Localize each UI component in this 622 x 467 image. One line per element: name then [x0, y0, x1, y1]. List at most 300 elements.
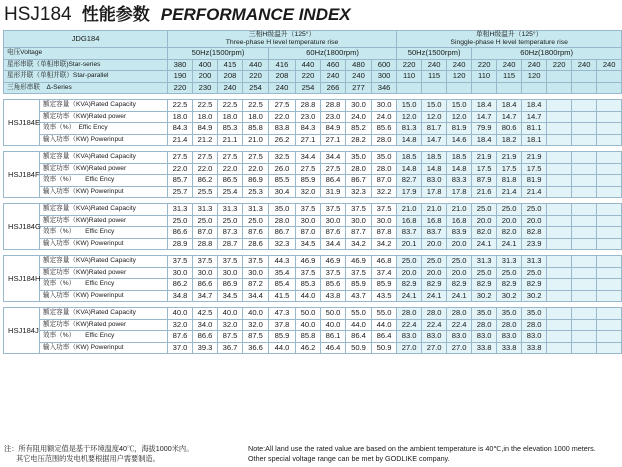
voltage-cell	[597, 82, 622, 94]
data-cell: 85.9	[346, 279, 372, 291]
data-cell: 25.0	[522, 204, 547, 216]
data-cell: 25.3	[243, 186, 269, 198]
data-cell: 18.4	[522, 100, 547, 112]
data-cell: 30.0	[372, 100, 397, 112]
data-cell: 35.4	[269, 267, 296, 279]
data-cell: 32.0	[168, 319, 193, 331]
data-cell: 35.0	[372, 152, 397, 164]
note-en-line2: Other special voltage range can be met by GODLIKE company.	[248, 454, 450, 463]
data-cell: 20.0	[522, 215, 547, 227]
data-cell: 86.6	[193, 331, 218, 343]
data-cell: 37.8	[269, 319, 296, 331]
voltage-cell: 220	[296, 71, 321, 83]
data-cell	[597, 342, 622, 354]
data-cell: 36.7	[218, 342, 243, 354]
data-cell	[572, 163, 597, 175]
data-cell	[547, 342, 572, 354]
data-cell: 21.9	[522, 152, 547, 164]
data-cell: 18.4	[472, 134, 497, 146]
metric-label: 额定功率（KW)Rated power	[40, 111, 168, 123]
data-cell	[547, 175, 572, 187]
data-cell: 25.0	[218, 215, 243, 227]
data-cell: 82.7	[397, 175, 422, 187]
data-cell: 36.6	[243, 342, 269, 354]
data-cell: 17.8	[447, 186, 472, 198]
metric-label: 效率（%） Effic Ency	[40, 331, 168, 343]
voltage-cell: 480	[346, 59, 372, 71]
data-cell: 85.5	[269, 175, 296, 187]
data-cell: 34.0	[193, 319, 218, 331]
single-phase-header-cn: 单相H级温升（125°）	[475, 31, 543, 38]
data-cell: 37.5	[321, 204, 346, 216]
voltage-cell: 240	[522, 59, 547, 71]
data-cell: 22.4	[447, 319, 472, 331]
data-cell: 46.9	[321, 256, 346, 268]
data-cell: 32.3	[269, 238, 296, 250]
data-cell	[547, 290, 572, 302]
note-en-line1: Note:All land use the rated value are based on the ambient temperature is 40℃,in the elevation 1000 meters.	[248, 444, 596, 453]
metric-label: 输入功率（KW) Powerinput	[40, 238, 168, 250]
data-cell: 83.3	[447, 175, 472, 187]
notes-english	[248, 444, 596, 464]
data-cell: 86.6	[168, 227, 193, 239]
data-cell: 18.4	[497, 100, 522, 112]
performance-table	[3, 30, 622, 354]
data-cell: 83.0	[522, 331, 547, 343]
data-cell: 25.0	[472, 267, 497, 279]
data-cell: 85.4	[269, 279, 296, 291]
data-cell: 86.7	[269, 227, 296, 239]
voltage-cell: 240	[597, 59, 622, 71]
voltage-cell	[547, 82, 572, 94]
data-cell: 85.8	[243, 123, 269, 135]
data-cell: 27.5	[218, 152, 243, 164]
data-cell: 28.0	[269, 215, 296, 227]
data-cell: 30.0	[193, 267, 218, 279]
page-title	[4, 3, 351, 27]
data-cell: 87.6	[243, 227, 269, 239]
notes-chinese	[4, 444, 193, 464]
data-cell: 30.0	[218, 267, 243, 279]
data-cell: 18.0	[218, 111, 243, 123]
data-cell: 26.0	[269, 163, 296, 175]
voltage-cell	[547, 71, 572, 83]
data-cell	[597, 134, 622, 146]
data-cell: 24.0	[346, 111, 372, 123]
voltage-cell: 240	[497, 59, 522, 71]
data-cell	[572, 111, 597, 123]
data-cell	[547, 331, 572, 343]
voltage-row-label: 星形串联（单相串联)Star-series	[4, 59, 168, 71]
model-header: JDG184	[4, 31, 168, 48]
data-cell: 12.0	[422, 111, 447, 123]
data-cell: 15.0	[397, 100, 422, 112]
data-cell: 41.5	[269, 290, 296, 302]
data-cell	[547, 319, 572, 331]
data-cell	[547, 111, 572, 123]
data-cell: 15.0	[422, 100, 447, 112]
data-cell: 37.5	[218, 256, 243, 268]
data-cell: 42.5	[193, 308, 218, 320]
data-cell: 85.9	[269, 331, 296, 343]
voltage-label: 电压Voltage	[4, 48, 168, 60]
data-cell: 30.2	[522, 290, 547, 302]
freq-three-phase-60hz: 60Hz(1800rpm)	[269, 48, 397, 60]
data-cell: 83.7	[397, 227, 422, 239]
data-cell: 27.5	[193, 152, 218, 164]
data-cell: 21.4	[168, 134, 193, 146]
data-cell: 23.9	[522, 238, 547, 250]
data-cell	[597, 152, 622, 164]
data-cell: 28.8	[321, 100, 346, 112]
data-cell: 16.8	[397, 215, 422, 227]
metric-label: 输入功率（KW) Powerinput	[40, 342, 168, 354]
data-cell: 31.9	[321, 186, 346, 198]
data-cell: 26.2	[269, 134, 296, 146]
data-cell: 35.0	[522, 308, 547, 320]
data-cell: 85.6	[372, 123, 397, 135]
voltage-cell: 240	[422, 59, 447, 71]
voltage-cell	[472, 82, 497, 94]
voltage-row-label: 三角形串联 Δ-Series	[4, 82, 168, 94]
data-cell: 82.0	[497, 227, 522, 239]
voltage-cell: 346	[372, 82, 397, 94]
data-cell	[547, 238, 572, 250]
data-cell	[597, 123, 622, 135]
data-cell: 83.0	[497, 331, 522, 343]
data-cell: 40.0	[296, 319, 321, 331]
voltage-cell: 208	[269, 71, 296, 83]
data-cell: 25.0	[497, 267, 522, 279]
data-cell: 20.0	[497, 215, 522, 227]
data-cell: 34.5	[296, 238, 321, 250]
data-cell: 30.4	[269, 186, 296, 198]
three-phase-header	[168, 31, 397, 48]
freq-single-phase-60hz: 60Hz(1800rpm)	[472, 48, 622, 60]
data-cell: 34.4	[321, 152, 346, 164]
data-cell: 31.3	[218, 204, 243, 216]
data-cell: 28.6	[243, 238, 269, 250]
data-cell: 50.0	[321, 308, 346, 320]
data-cell: 31.3	[168, 204, 193, 216]
voltage-cell: 440	[296, 59, 321, 71]
title-chinese: 性能参数	[81, 5, 150, 25]
metric-label: 效率（%） Effic Ency	[40, 123, 168, 135]
data-cell: 40.0	[321, 319, 346, 331]
voltage-cell: 240	[447, 59, 472, 71]
data-cell: 25.0	[522, 267, 547, 279]
data-cell: 82.9	[522, 279, 547, 291]
data-cell: 31.3	[522, 256, 547, 268]
data-cell: 31.3	[193, 204, 218, 216]
data-cell: 22.0	[243, 163, 269, 175]
voltage-cell: 240	[572, 59, 597, 71]
voltage-cell: 110	[472, 71, 497, 83]
data-cell: 21.0	[447, 204, 472, 216]
data-cell: 34.8	[168, 290, 193, 302]
metric-label: 输入功率（KW) Powerinput	[40, 186, 168, 198]
data-cell: 17.5	[522, 163, 547, 175]
data-cell: 83.0	[422, 331, 447, 343]
voltage-cell: 220	[243, 71, 269, 83]
data-cell: 32.0	[296, 186, 321, 198]
data-cell: 18.1	[522, 134, 547, 146]
data-cell	[547, 186, 572, 198]
data-cell: 22.0	[269, 111, 296, 123]
voltage-cell	[447, 82, 472, 94]
data-cell: 22.5	[218, 100, 243, 112]
data-cell: 86.9	[243, 175, 269, 187]
data-cell	[547, 152, 572, 164]
voltage-cell	[572, 82, 597, 94]
data-cell	[572, 238, 597, 250]
voltage-cell: 115	[497, 71, 522, 83]
data-cell: 80.6	[497, 123, 522, 135]
data-cell: 17.5	[472, 163, 497, 175]
data-cell	[572, 227, 597, 239]
data-cell	[572, 342, 597, 354]
data-cell: 35.0	[472, 308, 497, 320]
data-cell: 27.5	[243, 152, 269, 164]
data-cell	[572, 215, 597, 227]
data-cell: 24.1	[422, 290, 447, 302]
data-cell: 21.0	[243, 134, 269, 146]
data-cell: 34.4	[243, 290, 269, 302]
data-cell: 27.1	[321, 134, 346, 146]
voltage-cell: 600	[372, 59, 397, 71]
data-cell	[572, 152, 597, 164]
data-cell: 24.1	[447, 290, 472, 302]
metric-label: 额定功率（KW)Rated power	[40, 267, 168, 279]
voltage-cell: 254	[296, 82, 321, 94]
data-cell: 23.0	[296, 111, 321, 123]
data-cell: 39.3	[193, 342, 218, 354]
data-cell: 83.7	[422, 227, 447, 239]
data-cell	[547, 279, 572, 291]
voltage-cell	[597, 71, 622, 83]
title-english: PERFORMANCE INDEX	[160, 5, 351, 24]
metric-label: 额定容量（KVA)Rated Capacity	[40, 100, 168, 112]
data-cell: 30.2	[497, 290, 522, 302]
data-cell: 83.9	[447, 227, 472, 239]
model-name-hsj184f: HSJ184F	[4, 152, 40, 198]
voltage-cell: 440	[243, 59, 269, 71]
data-cell	[597, 100, 622, 112]
data-cell: 84.9	[321, 123, 346, 135]
data-cell	[572, 308, 597, 320]
data-cell: 28.0	[346, 163, 372, 175]
title-model: HSJ184	[4, 4, 72, 25]
data-cell: 25.4	[218, 186, 243, 198]
data-cell: 44.0	[296, 290, 321, 302]
metric-label: 输入功率（KW) Powerinput	[40, 134, 168, 146]
data-cell: 20.0	[447, 267, 472, 279]
data-cell: 28.8	[296, 100, 321, 112]
data-cell: 30.0	[372, 215, 397, 227]
data-cell	[547, 267, 572, 279]
data-cell: 33.8	[522, 342, 547, 354]
data-cell: 86.2	[193, 175, 218, 187]
data-cell	[597, 290, 622, 302]
data-cell: 30.0	[168, 267, 193, 279]
data-cell: 40.0	[243, 308, 269, 320]
data-cell	[572, 123, 597, 135]
data-cell: 81.1	[522, 123, 547, 135]
metric-label: 额定功率（KW)Rated power	[40, 215, 168, 227]
data-cell: 28.0	[397, 308, 422, 320]
voltage-cell: 240	[321, 71, 346, 83]
data-cell: 79.9	[472, 123, 497, 135]
data-cell: 22.5	[168, 100, 193, 112]
data-cell: 28.0	[447, 308, 472, 320]
data-cell: 82.9	[447, 279, 472, 291]
data-cell: 30.0	[346, 215, 372, 227]
metric-label: 额定功率（KW)Rated power	[40, 319, 168, 331]
voltage-cell: 115	[422, 71, 447, 83]
data-cell: 25.0	[447, 256, 472, 268]
data-cell: 87.6	[168, 331, 193, 343]
data-cell: 34.2	[346, 238, 372, 250]
data-cell: 37.5	[243, 256, 269, 268]
data-cell: 85.6	[321, 279, 346, 291]
note-cn-line2: 其它电压范围的发电机要根据用户需要制造。	[16, 454, 160, 463]
data-cell	[547, 227, 572, 239]
data-cell	[572, 290, 597, 302]
data-cell: 20.0	[422, 267, 447, 279]
data-cell	[572, 256, 597, 268]
data-cell: 21.9	[472, 152, 497, 164]
data-cell: 14.6	[447, 134, 472, 146]
data-cell: 28.0	[522, 319, 547, 331]
data-cell: 46.8	[372, 256, 397, 268]
data-cell: 34.5	[218, 290, 243, 302]
data-cell: 14.8	[422, 163, 447, 175]
voltage-cell: 110	[397, 71, 422, 83]
data-cell: 27.0	[397, 342, 422, 354]
data-cell: 44.0	[269, 342, 296, 354]
single-phase-header	[397, 31, 622, 48]
data-cell: 12.0	[397, 111, 422, 123]
data-cell: 30.0	[296, 215, 321, 227]
metric-label: 输入功率（KW) Powerinput	[40, 290, 168, 302]
data-cell: 87.8	[372, 227, 397, 239]
data-cell: 27.5	[269, 100, 296, 112]
data-cell: 87.9	[472, 175, 497, 187]
data-cell: 34.2	[372, 238, 397, 250]
data-cell: 27.0	[447, 342, 472, 354]
data-cell: 31.3	[472, 256, 497, 268]
data-cell: 14.7	[497, 111, 522, 123]
data-cell	[572, 319, 597, 331]
data-cell: 85.3	[296, 279, 321, 291]
data-cell	[597, 215, 622, 227]
data-cell: 18.2	[497, 134, 522, 146]
data-cell: 25.5	[193, 186, 218, 198]
voltage-cell: 220	[472, 59, 497, 71]
data-cell	[597, 238, 622, 250]
data-cell: 20.0	[422, 238, 447, 250]
three-phase-header-cn: 三相H级温升（125°）	[248, 31, 316, 38]
data-cell	[547, 256, 572, 268]
data-cell: 18.0	[193, 111, 218, 123]
data-cell: 14.7	[522, 111, 547, 123]
voltage-cell: 415	[218, 59, 243, 71]
data-cell: 84.3	[296, 123, 321, 135]
data-cell: 81.9	[447, 123, 472, 135]
voltage-cell: 254	[243, 82, 269, 94]
data-cell	[572, 331, 597, 343]
data-cell: 21.1	[218, 134, 243, 146]
data-cell: 25.0	[422, 256, 447, 268]
data-cell: 86.2	[168, 279, 193, 291]
data-cell: 87.5	[218, 331, 243, 343]
data-cell: 12.0	[447, 111, 472, 123]
data-cell	[572, 134, 597, 146]
data-cell: 44.3	[269, 256, 296, 268]
data-cell	[547, 204, 572, 216]
data-cell: 84.9	[193, 123, 218, 135]
data-cell: 21.4	[497, 186, 522, 198]
data-cell: 85.9	[372, 279, 397, 291]
data-cell: 14.8	[397, 134, 422, 146]
data-cell: 82.9	[422, 279, 447, 291]
data-cell: 86.5	[218, 175, 243, 187]
voltage-cell: 300	[372, 71, 397, 83]
data-cell: 28.2	[346, 134, 372, 146]
data-cell: 25.0	[497, 204, 522, 216]
data-cell: 25.7	[168, 186, 193, 198]
data-cell: 37.5	[346, 267, 372, 279]
data-cell: 87.3	[218, 227, 243, 239]
data-cell	[572, 100, 597, 112]
data-cell: 25.0	[243, 215, 269, 227]
data-cell: 87.0	[193, 227, 218, 239]
data-cell: 21.0	[397, 204, 422, 216]
data-cell: 83.0	[397, 331, 422, 343]
data-cell: 22.0	[193, 163, 218, 175]
metric-label: 额定容量（KVA)Rated Capacity	[40, 152, 168, 164]
data-cell: 30.0	[346, 100, 372, 112]
data-cell: 28.0	[372, 163, 397, 175]
data-cell	[547, 163, 572, 175]
data-cell: 20.0	[472, 215, 497, 227]
data-cell: 14.7	[422, 134, 447, 146]
data-cell	[572, 175, 597, 187]
data-cell: 18.0	[168, 111, 193, 123]
data-cell: 21.9	[497, 152, 522, 164]
data-cell: 27.1	[296, 134, 321, 146]
data-cell: 85.8	[296, 331, 321, 343]
data-cell: 87.7	[346, 227, 372, 239]
data-cell: 86.7	[346, 175, 372, 187]
metric-label: 效率（%） Effic Ency	[40, 279, 168, 291]
data-cell: 82.9	[397, 279, 422, 291]
data-cell: 82.8	[522, 227, 547, 239]
voltage-cell	[497, 82, 522, 94]
data-cell: 32.0	[218, 319, 243, 331]
voltage-cell	[572, 71, 597, 83]
voltage-cell: 190	[168, 71, 193, 83]
data-cell: 22.5	[243, 100, 269, 112]
data-cell: 20.0	[447, 238, 472, 250]
model-name-hsj184g: HSJ184G	[4, 204, 40, 250]
data-cell: 31.3	[243, 204, 269, 216]
data-cell	[572, 267, 597, 279]
data-cell: 32.0	[243, 319, 269, 331]
data-cell: 32.3	[346, 186, 372, 198]
data-cell: 86.4	[321, 175, 346, 187]
data-cell: 25.0	[397, 256, 422, 268]
